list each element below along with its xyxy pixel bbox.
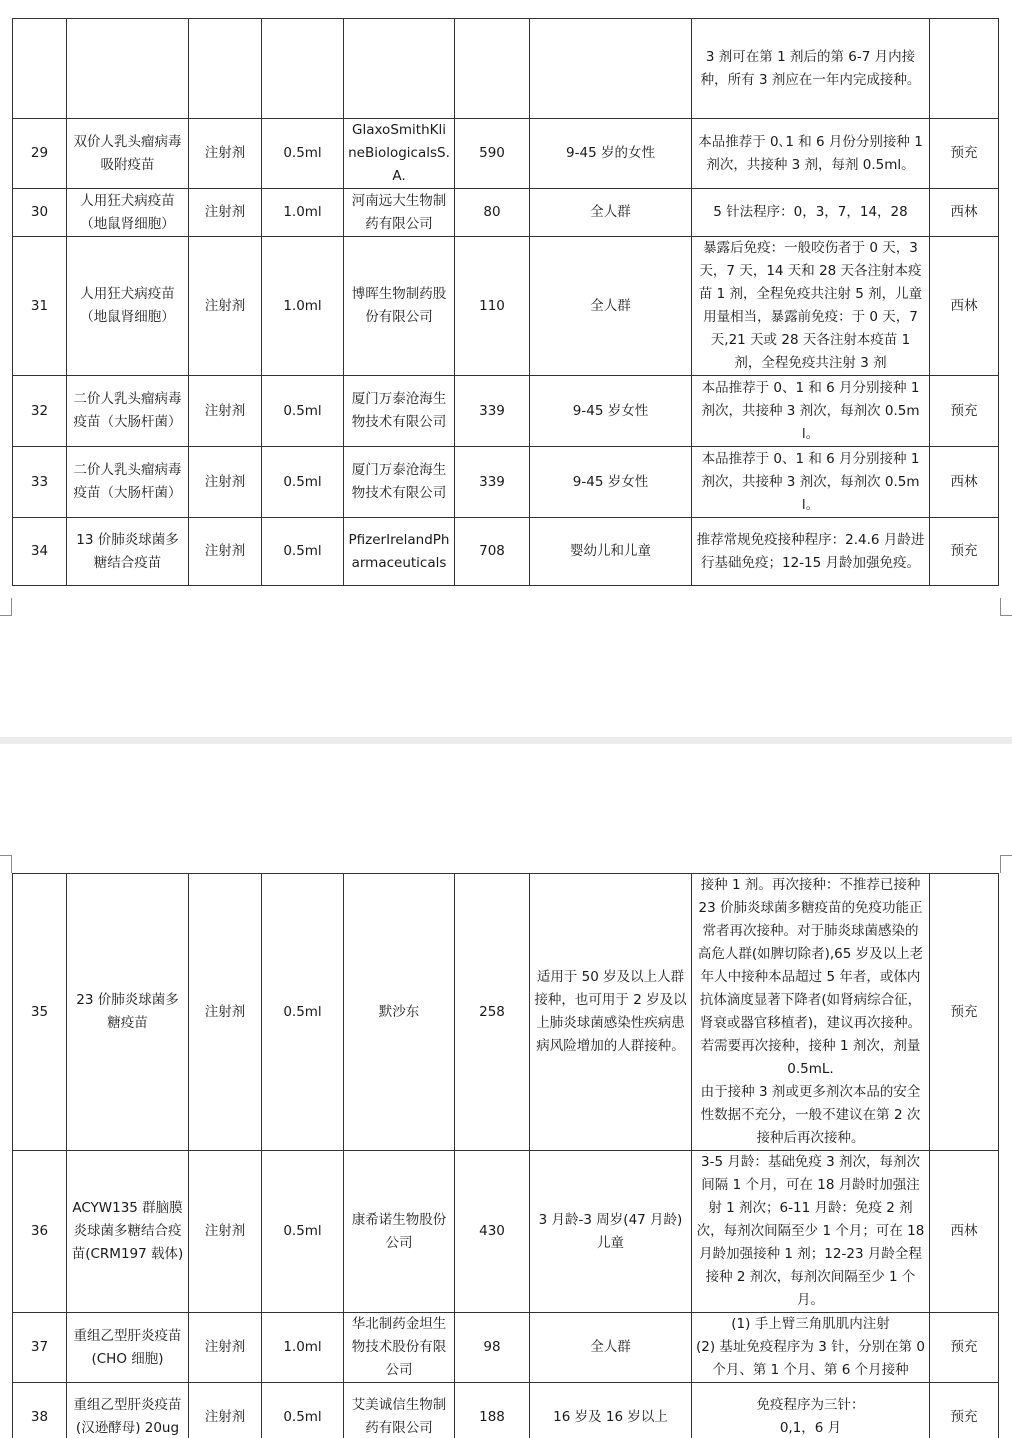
cell-form: 注射剂 xyxy=(189,376,262,447)
cell-notes: 暴露后免疫：一般咬伤者于 0 天，3 天，7 天，14 天和 28 天各注射本疫苗 1 剂，全程免疫共注射 5 剂，儿童用量相当，暴露前免疫：于 0 天，7 天,21 天或 28 天各注射本疫苗 1 剂，全程免疫共注射 3 剂 xyxy=(692,237,930,376)
cell-type: 预充 xyxy=(930,874,999,1151)
cell-name: 人用狂犬病疫苗（地鼠肾细胞） xyxy=(67,237,189,376)
cell-target: 全人群 xyxy=(530,189,692,237)
cell-dose: 0.5ml xyxy=(262,874,344,1151)
cell-no: 37 xyxy=(13,1313,67,1383)
page-corner-mark xyxy=(0,855,12,873)
cell-target: 16 岁及 16 岁以上 xyxy=(530,1383,692,1438)
cell-notes: 3 剂可在第 1 剂后的第 6-7 月内接种，所有 3 剂应在一年内完成接种。 xyxy=(692,19,930,119)
cell-target: 全人群 xyxy=(530,237,692,376)
cell-notes: 免疫程序为三针： 0,1，6 月 xyxy=(692,1383,930,1438)
cell-no: 29 xyxy=(13,119,67,189)
cell-form: 注射剂 xyxy=(189,447,262,518)
cell-no: 33 xyxy=(13,447,67,518)
cell-target xyxy=(530,19,692,119)
cell-name: 重组乙型肝炎疫苗(CHO 细胞) xyxy=(67,1313,189,1383)
cell-type: 西林 xyxy=(930,447,999,518)
cell-dose: 0.5ml xyxy=(262,1151,344,1313)
cell-name: 双价人乳头瘤病毒吸附疫苗 xyxy=(67,119,189,189)
vaccine-table-page1 xyxy=(12,18,999,586)
cell-maker: 康希诺生物股份公司 xyxy=(344,1151,455,1313)
cell-dose: 0.5ml xyxy=(262,1383,344,1438)
cell-name: 二价人乳头瘤病毒疫苗（大肠杆菌） xyxy=(67,447,189,518)
cell-price: 430 xyxy=(455,1151,530,1313)
cell-no xyxy=(13,19,67,119)
cell-type xyxy=(930,19,999,119)
cell-maker: 默沙东 xyxy=(344,874,455,1151)
cell-notes: 本品推荐于 0､1 和 6 月份分别接种 1 剂次，共接种 3 剂，每剂 0.5ml。 xyxy=(692,119,930,189)
vaccine-table-page2 xyxy=(12,873,999,1438)
cell-price: 80 xyxy=(455,189,530,237)
table-row xyxy=(13,189,999,237)
cell-form: 注射剂 xyxy=(189,119,262,189)
cell-maker: PfizerIrelandPharmaceuticals xyxy=(344,518,455,586)
cell-no: 32 xyxy=(13,376,67,447)
cell-name: 二价人乳头瘤病毒疫苗（大肠杆菌） xyxy=(67,376,189,447)
cell-price xyxy=(455,19,530,119)
cell-price: 708 xyxy=(455,518,530,586)
cell-notes: 5 针法程序：0，3，7，14，28 xyxy=(692,189,930,237)
cell-form: 注射剂 xyxy=(189,189,262,237)
table-row xyxy=(13,874,999,1151)
cell-price: 590 xyxy=(455,119,530,189)
page-corner-mark xyxy=(0,598,12,616)
cell-name: 13 价肺炎球菌多糖结合疫苗 xyxy=(67,518,189,586)
table-row xyxy=(13,237,999,376)
cell-maker: 华北制药金坦生物技术股份有限公司 xyxy=(344,1313,455,1383)
cell-dose xyxy=(262,19,344,119)
cell-target: 9-45 岁女性 xyxy=(530,376,692,447)
table-row xyxy=(13,1151,999,1313)
cell-notes: 接种 1 剂。再次接种：不推荐已接种 23 价肺炎球菌多糖疫苗的免疫功能正常者再次接种。对于肺炎球菌感染的高危人群(如脾切除者),65 岁及以上老年人中接种本品超过 5 年者，或体内抗体滴度显著下降者(如肾病综合征，肾衰或器官移植者)，建议再次接种。若需要再次接种，接种 1 剂次，剂量 0.5mL. 由于接种 3 剂或更多剂次本品的安全性数据不充分，一般不建议在第 2 次接种后再次接种。 xyxy=(692,874,930,1151)
cell-form: 注射剂 xyxy=(189,1151,262,1313)
table-row xyxy=(13,119,999,189)
cell-type: 预充 xyxy=(930,1313,999,1383)
cell-maker: 厦门万泰沧海生物技术有限公司 xyxy=(344,447,455,518)
table-row xyxy=(13,518,999,586)
cell-price: 339 xyxy=(455,376,530,447)
cell-form: 注射剂 xyxy=(189,874,262,1151)
cell-no: 35 xyxy=(13,874,67,1151)
page-corner-mark xyxy=(1000,598,1012,616)
cell-target: 适用于 50 岁及以上人群接种，也可用于 2 岁及以上肺炎球菌感染性疾病患病风险增加的人群接种。 xyxy=(530,874,692,1151)
cell-dose: 1.0ml xyxy=(262,1313,344,1383)
table-row xyxy=(13,376,999,447)
cell-dose: 0.5ml xyxy=(262,447,344,518)
cell-price: 110 xyxy=(455,237,530,376)
cell-notes: 本品推荐于 0、1 和 6 月分别接种 1 剂次，共接种 3 剂次，每剂次 0.5ml。 xyxy=(692,376,930,447)
cell-target: 9-45 岁的女性 xyxy=(530,119,692,189)
cell-name: ACYW135 群脑膜炎球菌多糖结合疫苗(CRM197 载体) xyxy=(67,1151,189,1313)
table-row xyxy=(13,447,999,518)
cell-no: 38 xyxy=(13,1383,67,1438)
cell-price: 339 xyxy=(455,447,530,518)
cell-name: 重组乙型肝炎疫苗(汉逊酵母) 20ug xyxy=(67,1383,189,1438)
cell-target: 婴幼儿和儿童 xyxy=(530,518,692,586)
cell-no: 31 xyxy=(13,237,67,376)
cell-dose: 0.5ml xyxy=(262,518,344,586)
table-row xyxy=(13,1313,999,1383)
cell-type: 西林 xyxy=(930,237,999,376)
cell-type: 预充 xyxy=(930,1383,999,1438)
cell-target: 全人群 xyxy=(530,1313,692,1383)
cell-notes: 本品推荐于 0、1 和 6 月分别接种 1 剂次，共接种 3 剂次，每剂次 0.5ml。 xyxy=(692,447,930,518)
cell-maker: GlaxoSmithKlineBiologicalsS.A. xyxy=(344,119,455,189)
cell-type: 预充 xyxy=(930,376,999,447)
cell-name: 23 价肺炎球菌多糖疫苗 xyxy=(67,874,189,1151)
cell-price: 98 xyxy=(455,1313,530,1383)
page-corner-mark xyxy=(1000,855,1012,873)
cell-dose: 1.0ml xyxy=(262,237,344,376)
cell-maker: 博晖生物制药股份有限公司 xyxy=(344,237,455,376)
cell-form: 注射剂 xyxy=(189,237,262,376)
page-separator xyxy=(0,737,1012,744)
table-row xyxy=(13,19,999,119)
cell-type: 西林 xyxy=(930,189,999,237)
cell-type: 预充 xyxy=(930,119,999,189)
cell-type: 预充 xyxy=(930,518,999,586)
cell-form: 注射剂 xyxy=(189,1383,262,1438)
cell-no: 36 xyxy=(13,1151,67,1313)
cell-target: 3 月龄-3 周岁(47 月龄)儿童 xyxy=(530,1151,692,1313)
cell-form: 注射剂 xyxy=(189,518,262,586)
cell-name: 人用狂犬病疫苗（地鼠肾细胞） xyxy=(67,189,189,237)
cell-no: 34 xyxy=(13,518,67,586)
cell-type: 西林 xyxy=(930,1151,999,1313)
cell-no: 30 xyxy=(13,189,67,237)
cell-price: 258 xyxy=(455,874,530,1151)
cell-target: 9-45 岁女性 xyxy=(530,447,692,518)
cell-dose: 0.5ml xyxy=(262,376,344,447)
table-row xyxy=(13,1383,999,1438)
cell-price: 188 xyxy=(455,1383,530,1438)
cell-notes: (1) 手上臂三角肌肌内注射 (2) 基址免疫程序为 3 针，分别在第 0 个月、第 1 个月、第 6 个月接种 xyxy=(692,1313,930,1383)
cell-dose: 1.0ml xyxy=(262,189,344,237)
cell-maker xyxy=(344,19,455,119)
cell-dose: 0.5ml xyxy=(262,119,344,189)
cell-maker: 艾美诚信生物制药有限公司 xyxy=(344,1383,455,1438)
cell-maker: 厦门万泰沧海生物技术有限公司 xyxy=(344,376,455,447)
cell-form: 注射剂 xyxy=(189,1313,262,1383)
cell-maker: 河南远大生物制药有限公司 xyxy=(344,189,455,237)
cell-form xyxy=(189,19,262,119)
cell-notes: 3-5 月龄：基础免疫 3 剂次，每剂次间隔 1 个月，可在 18 月龄时加强注射 1 剂次；6-11 月龄：免疫 2 剂次，每剂次间隔至少 1 个月；可在 18 月龄加强接种 1 剂；12-23 月龄全程接种 2 剂次，每剂次间隔至少 1 个月。 xyxy=(692,1151,930,1313)
cell-name xyxy=(67,19,189,119)
cell-notes: 推荐常规免疫接种程序：2.4.6 月龄进行基础免疫；12-15 月龄加强免疫。 xyxy=(692,518,930,586)
